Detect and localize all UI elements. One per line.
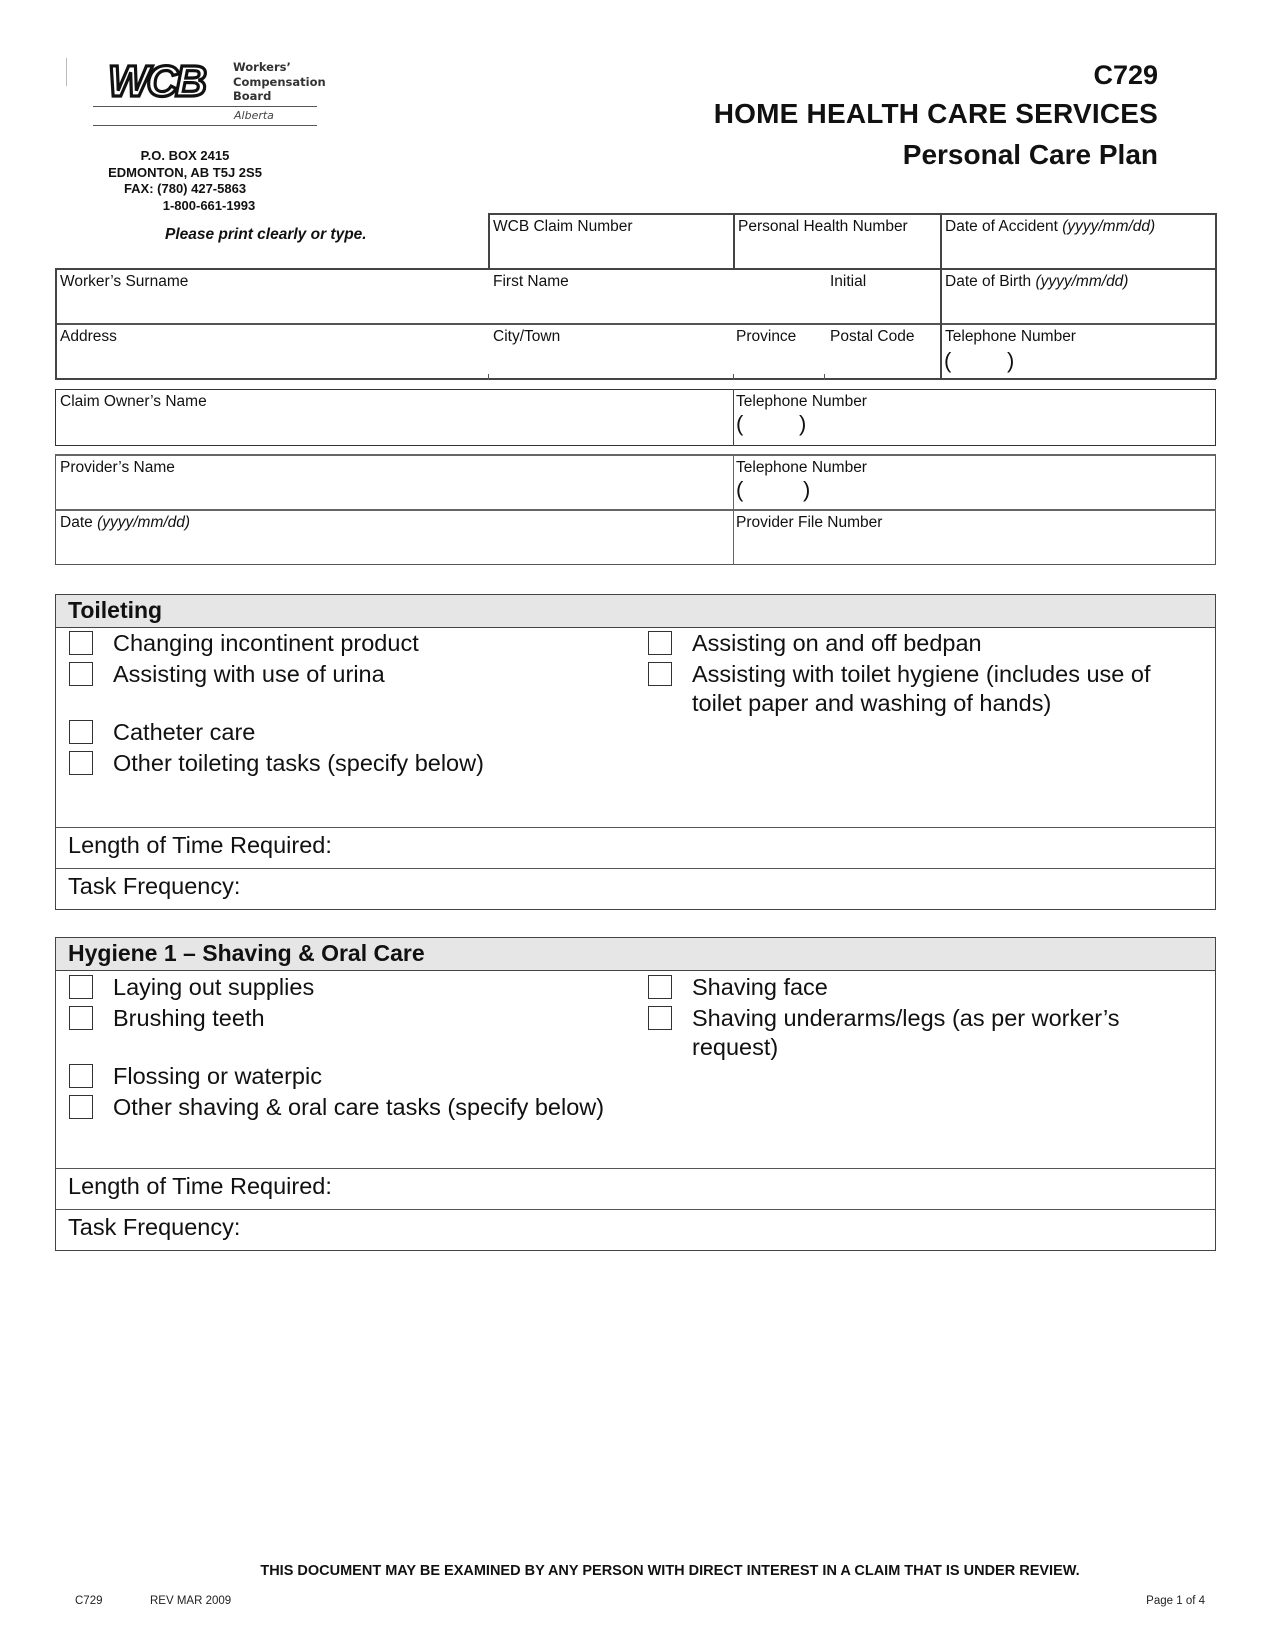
area-code-open-paren: ( (736, 477, 744, 502)
logo-org-name: Workers’ Compensation Board (233, 60, 326, 103)
mailing-address: P.O. BOX 2415 EDMONTON, AB T5J 2S5 FAX: (780) 427-5863 1-800-661-1993 (108, 148, 262, 213)
checkbox-item[interactable]: Flossing or waterpic (69, 1062, 322, 1091)
checkbox[interactable] (69, 631, 93, 655)
section-title: Toileting (56, 595, 1215, 628)
checkbox[interactable] (69, 720, 93, 744)
checkbox-item[interactable]: Assisting with toilet hygiene (includes use of toilet paper and washing of hands) (648, 660, 1168, 718)
wcb-claim-number-field[interactable]: WCB Claim Number (493, 218, 633, 235)
provider-telephone-field[interactable]: Telephone Number (736, 459, 867, 476)
date-of-birth-field[interactable]: Date of Birth (yyyy/mm/dd) (945, 273, 1129, 290)
checkbox-item[interactable]: Other toileting tasks (specify below) (69, 749, 484, 778)
checkbox[interactable] (69, 662, 93, 686)
personal-health-number-field[interactable]: Personal Health Number (738, 218, 908, 235)
checkbox-item[interactable]: Assisting with use of urina (69, 660, 385, 689)
checkbox[interactable] (69, 1006, 93, 1030)
date-of-accident-field[interactable]: Date of Accident (yyyy/mm/dd) (945, 218, 1156, 235)
provider-file-number-field[interactable]: Provider File Number (736, 514, 883, 531)
svg-text:WCB: WCB (107, 60, 205, 102)
area-code-open-paren: ( (736, 411, 744, 436)
task-frequency-field[interactable]: Task Frequency: (56, 868, 1215, 909)
footer-form-code: C729 (75, 1595, 103, 1607)
checkbox[interactable] (648, 975, 672, 999)
checkbox[interactable] (69, 1095, 93, 1119)
provider-name-field[interactable]: Provider’s Name (60, 459, 175, 476)
review-disclaimer: THIS DOCUMENT MAY BE EXAMINED BY ANY PERSON WITH DIRECT INTEREST IN A CLAIM THAT IS UNDER REVIEW. (260, 1563, 1080, 1579)
page-number: Page 1 of 4 (1146, 1595, 1205, 1607)
checkbox[interactable] (648, 631, 672, 655)
length-of-time-field[interactable]: Length of Time Required: (56, 827, 1215, 868)
checkbox-item[interactable]: Brushing teeth (69, 1004, 265, 1033)
checkbox[interactable] (69, 975, 93, 999)
claim-owner-box (55, 389, 1216, 446)
first-name-field[interactable]: First Name (493, 273, 569, 290)
checkbox-item[interactable]: Shaving underarms/legs (as per worker’s request) (648, 1004, 1168, 1062)
wcb-logo-icon (92, 60, 220, 102)
address-field[interactable]: Address (60, 328, 117, 345)
logo-divider (93, 106, 317, 107)
section-title: Hygiene 1 – Shaving & Oral Care (56, 938, 1215, 971)
city-town-field[interactable]: City/Town (493, 328, 561, 345)
checkbox[interactable] (69, 751, 93, 775)
postal-code-field[interactable]: Postal Code (830, 328, 915, 345)
margin-mark (66, 58, 67, 86)
checkbox[interactable] (648, 662, 672, 686)
initial-field[interactable]: Initial (830, 273, 867, 290)
checkbox-item[interactable]: Changing incontinent product (69, 629, 419, 658)
checkbox[interactable] (69, 1064, 93, 1088)
workers-surname-field[interactable]: Worker’s Surname (60, 273, 189, 290)
checkbox-item[interactable]: Assisting on and off bedpan (648, 629, 982, 658)
page-title: HOME HEALTH CARE SERVICES (713, 98, 1158, 129)
area-code-close-paren: ) (803, 477, 811, 502)
form-code: C729 (1093, 60, 1158, 90)
footer-revision: REV MAR 2009 (150, 1595, 232, 1607)
telephone-number-field[interactable]: Telephone Number (945, 328, 1076, 345)
logo-region: Alberta (234, 109, 274, 122)
checkbox-item[interactable]: Shaving face (648, 973, 828, 1002)
logo-divider (93, 125, 317, 126)
area-code-close-paren: ) (799, 411, 807, 436)
date-field[interactable]: Date (yyyy/mm/dd) (60, 514, 191, 531)
province-field[interactable]: Province (736, 328, 797, 345)
checkbox[interactable] (648, 1006, 672, 1030)
print-instruction: Please print clearly or type. (165, 226, 367, 243)
claim-owner-name-field[interactable]: Claim Owner’s Name (60, 393, 207, 410)
hygiene-section (55, 937, 1216, 1251)
area-code-close-paren: ) (1007, 348, 1015, 373)
toileting-section (55, 594, 1216, 910)
claim-owner-telephone-field[interactable]: Telephone Number (736, 393, 867, 410)
page-subtitle: Personal Care Plan (902, 139, 1158, 170)
task-frequency-field[interactable]: Task Frequency: (56, 1209, 1215, 1250)
checkbox-item[interactable]: Catheter care (69, 718, 255, 747)
checkbox-item[interactable]: Laying out supplies (69, 973, 314, 1002)
area-code-open-paren: ( (944, 348, 952, 373)
checkbox-item[interactable]: Other shaving & oral care tasks (specify below) (69, 1093, 604, 1122)
length-of-time-field[interactable]: Length of Time Required: (56, 1168, 1215, 1209)
